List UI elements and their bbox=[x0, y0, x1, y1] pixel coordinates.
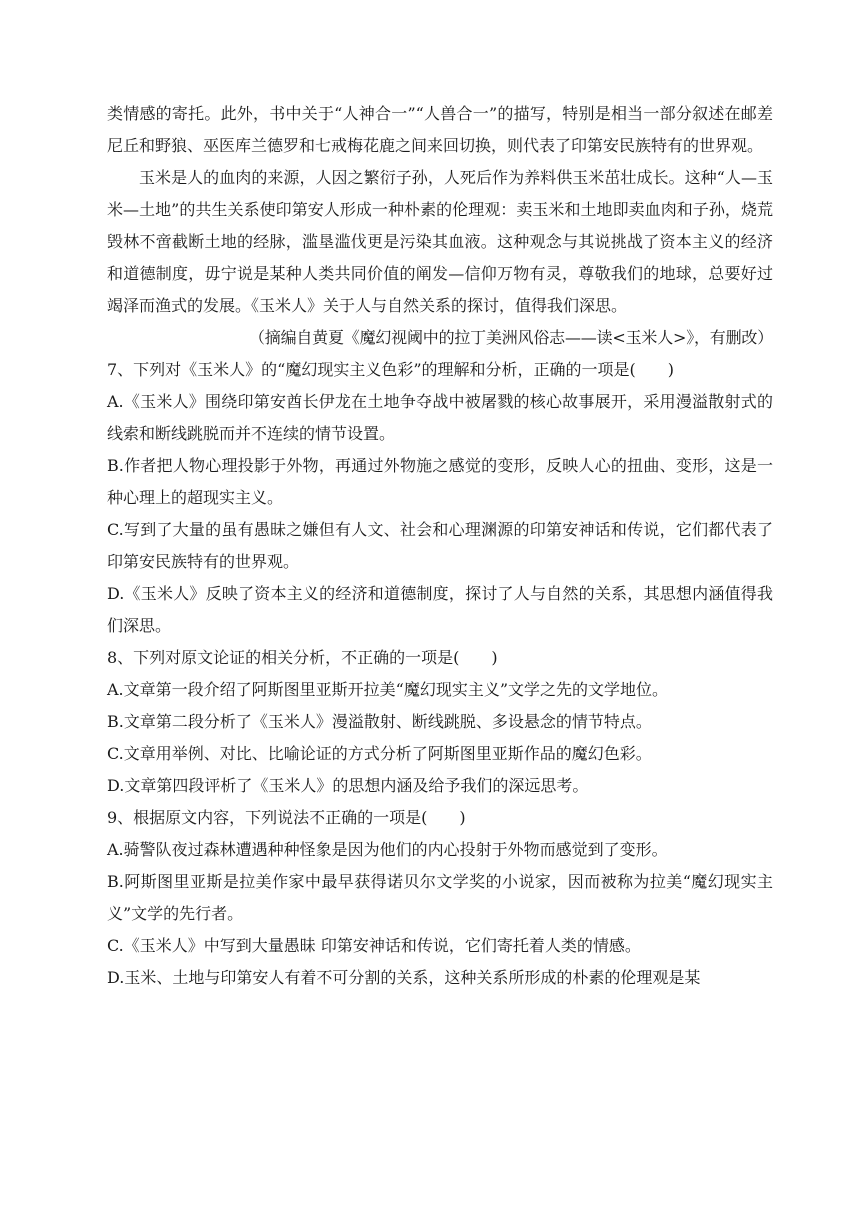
question-9 bbox=[107, 802, 773, 994]
question-option: D.玉米、土地与印第安人有着不可分割的关系，这种关系所形成的朴素的伦理观是某 bbox=[107, 968, 701, 987]
question-option: C.《玉米人》中写到大量愚昧 印第安神话和传说，它们寄托着人类的情感。 bbox=[107, 936, 641, 955]
question-8 bbox=[107, 642, 773, 802]
question-option: A.文章第一段介绍了阿斯图里亚斯开拉美“魔幻现实主义”文学之先的文学地位。 bbox=[107, 680, 669, 699]
document-body bbox=[107, 98, 773, 994]
question-stem: 8、下列对原文论证的相关分析，不正确的一项是( ) bbox=[107, 648, 498, 667]
passage-paragraph-corn: 玉米是人的血肉的来源，人因之繁衍子孙，人死后作为养料供玉米茁壮成长。这种“人—玉米—土地”的共生关系使印第安人形成一种朴素的伦理观：卖玉米和土地即卖血肉和子孙，烧荒毁林不啻截断土地的经脉，滥垦滥伐更是污染其血液。这种观念与其说挑战了资本主义的经济和道德制度，毋宁说是某种人类共同价值的阐发—信仰万物有灵，尊敬我们的地球，总要好过竭泽而渔式的发展。《玉米人》关于人与自然关系的探讨，值得我们深思。 bbox=[107, 168, 773, 315]
question-stem: 7、下列对《玉米人》的“魔幻现实主义色彩”的理解和分析，正确的一项是( ) bbox=[107, 360, 675, 379]
question-7 bbox=[107, 354, 773, 642]
question-option: C.文章用举例、对比、比喻论证的方式分析了阿斯图里亚斯作品的魔幻色彩。 bbox=[107, 744, 652, 763]
question-option: B.作者把人物心理投影于外物，再通过外物施之感觉的变形，反映人心的扭曲、变形，这是一种心理上的超现实主义。 bbox=[107, 456, 773, 507]
question-option: D.文章第四段评析了《玉米人》的思想内涵及给予我们的深远思考。 bbox=[107, 776, 589, 795]
passage-source: （摘编自黄夏《魔幻视阈中的拉丁美洲风俗志——读<玉米人>》，有删改） bbox=[248, 328, 773, 347]
question-option: A.骑警队夜过森林遭遇种种怪象是因为他们的内心投射于外物而感觉到了变形。 bbox=[107, 840, 668, 859]
question-option: A.《玉米人》围绕印第安酋长伊龙在土地争夺战中被屠戮的核心故事展开，采用漫溢散射式的线索和断线跳脱而并不连续的情节设置。 bbox=[107, 392, 773, 443]
question-option: D.《玉米人》反映了资本主义的经济和道德制度，探讨了人与自然的关系，其思想内涵值得我们深思。 bbox=[107, 584, 773, 635]
question-option: B.阿斯图里亚斯是拉美作家中最早获得诺贝尔文学奖的小说家，因而被称为拉美“魔幻现实主义”文学的先行者。 bbox=[107, 872, 773, 923]
question-option: B.文章第二段分析了《玉米人》漫溢散射、断线跳脱、多设悬念的情节特点。 bbox=[107, 712, 652, 731]
question-option: C.写到了大量的虽有愚昧之嫌但有人文、社会和心理渊源的印第安神话和传说，它们都代表了印第安民族特有的世界观。 bbox=[107, 520, 773, 571]
question-stem: 9、根据原文内容，下列说法不正确的一项是( ) bbox=[107, 808, 466, 827]
passage-paragraph-continued: 类情感的寄托。此外，书中关于“人神合一”“人兽合一”的描写，特别是相当一部分叙述在邮差尼丘和野狼、巫医库兰德罗和七戒梅花鹿之间来回切换，则代表了印第安民族特有的世界观。 bbox=[107, 104, 773, 155]
